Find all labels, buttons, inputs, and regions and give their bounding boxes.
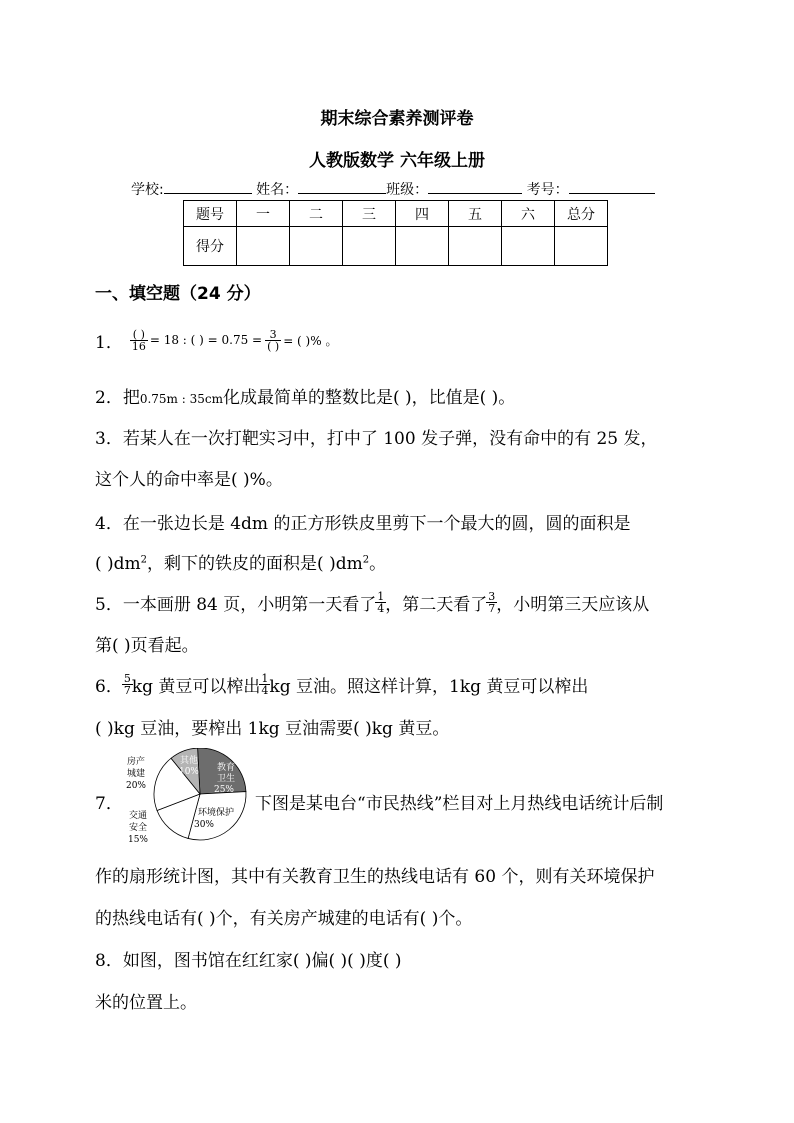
pie-label-house-3: 20% xyxy=(125,781,147,791)
class-field[interactable] xyxy=(428,179,522,194)
question-8-line-2: 米的位置上。 xyxy=(95,993,197,1013)
score-table-col: 一 xyxy=(237,201,290,227)
score-table xyxy=(183,200,608,266)
q2-text-a: 2．把 xyxy=(95,388,140,408)
score-table-header-row xyxy=(184,201,608,227)
school-field[interactable] xyxy=(164,179,252,194)
score-cell[interactable] xyxy=(237,227,290,266)
class-label: 班级： xyxy=(386,182,429,198)
pie-label-house-2: 城建 xyxy=(126,769,146,779)
score-cell[interactable] xyxy=(502,227,555,266)
q6-fraction-2 xyxy=(260,673,269,696)
q1-f2-denominator: ( ) xyxy=(267,339,280,353)
q1-f2-numerator: 3 xyxy=(269,327,277,341)
question-7-line-3: 的热线电话有( )个，有关房产城建的电话有( )个。 xyxy=(95,909,473,929)
score-table-head: 得分 xyxy=(184,227,237,266)
score-cell[interactable] xyxy=(290,227,343,266)
q4-text-b: ，剩下的铁皮的面积是( )dm xyxy=(147,554,363,574)
question-2 xyxy=(95,383,515,408)
q6-text-b: kg 黄豆可以榨出 xyxy=(131,676,261,697)
question-5-line-2: 第( )页看起。 xyxy=(95,636,199,656)
question-6-line-2: ( )kg 豆油，要榨出 1kg 豆油需要( )kg 黄豆。 xyxy=(95,719,450,739)
student-info-line xyxy=(131,179,655,199)
page-title: 期末综合素养测评卷 xyxy=(320,109,474,129)
pie-label-edu-2: 卫生 xyxy=(216,774,236,784)
question-1 xyxy=(95,322,337,358)
pie-label-traffic-2: 安全 xyxy=(128,823,148,833)
score-table-col: 总分 xyxy=(555,201,608,227)
q6-f2-num: 1 xyxy=(261,671,269,685)
q5-f2-num: 3 xyxy=(488,589,496,603)
q1-f1-numerator: ( ) xyxy=(132,327,145,341)
pie-label-edu-1: 教育 xyxy=(216,763,236,773)
score-cell[interactable] xyxy=(555,227,608,266)
q4-text-c: 。 xyxy=(369,554,387,574)
question-7-line-1: 下图是某电台“市民热线”栏目对上月热线电话统计后制 xyxy=(255,794,664,814)
q4-sup-1: 2 xyxy=(140,554,148,566)
question-7-line-2: 作的扇形统计图，其中有关教育卫生的热线电话有 60 个，则有关环境保护 xyxy=(95,867,655,887)
score-cell[interactable] xyxy=(449,227,502,266)
question-7-number: 7． xyxy=(95,794,123,814)
exam-no-label: 考号： xyxy=(526,182,569,198)
q1-fraction-2 xyxy=(266,329,280,352)
school-label: 学校: xyxy=(131,182,164,198)
score-table-col: 三 xyxy=(343,201,396,227)
q1-end: = ( )% 。 xyxy=(283,333,338,348)
q5-text-c: ，小明第三天应该从 xyxy=(496,594,650,615)
q5-f1-num: 1 xyxy=(377,589,385,603)
q1-number: 1． xyxy=(95,332,123,353)
score-table-col: 五 xyxy=(449,201,502,227)
question-3-line-2: 这个人的命中率是( )%。 xyxy=(95,470,283,490)
pie-chart xyxy=(122,748,254,844)
q5-fraction-1 xyxy=(376,591,385,614)
score-table-score-row xyxy=(184,227,608,266)
q4-text-a: ( )dm xyxy=(95,554,141,574)
name-label: 姓名： xyxy=(256,182,299,198)
question-4-line-1: 4．在一张边长是 4dm 的正方形铁皮里剪下一个最大的圆，圆的面积是 xyxy=(95,514,631,534)
question-6-line-1 xyxy=(95,668,588,700)
q1-f1-denominator: 16 xyxy=(131,339,146,353)
pie-label-env-2: 30% xyxy=(193,820,215,830)
q6-text-c: kg 豆油。照这样计算，1kg 黄豆可以榨出 xyxy=(269,676,589,697)
score-table-col: 二 xyxy=(290,201,343,227)
q6-f2-den: 4 xyxy=(261,683,269,697)
question-5-line-1 xyxy=(95,586,649,618)
name-field[interactable] xyxy=(298,179,386,194)
q5-fraction-2 xyxy=(487,591,496,614)
pie-label-traffic-1: 交通 xyxy=(128,811,148,821)
pie-label-edu-3: 25% xyxy=(213,785,235,795)
score-cell[interactable] xyxy=(396,227,449,266)
pie-label-other-1: 其他 xyxy=(179,756,199,766)
q1-fraction-1 xyxy=(131,329,147,352)
score-table-head: 题号 xyxy=(184,201,237,227)
q2-ratio: 0.75m : 35cm xyxy=(139,392,223,406)
exam-no-field[interactable] xyxy=(569,179,655,194)
score-table-col: 四 xyxy=(396,201,449,227)
score-cell[interactable] xyxy=(343,227,396,266)
q5-f1-den: 4 xyxy=(377,601,385,615)
page-subtitle: 人教版数学 六年级上册 xyxy=(309,151,485,171)
q4-sup-2: 2 xyxy=(362,554,370,566)
pie-label-house-1: 房产 xyxy=(126,757,146,767)
q5-text-b: ，第二天看了 xyxy=(385,594,488,615)
score-table-col: 六 xyxy=(502,201,555,227)
q5-f2-den: 7 xyxy=(488,601,496,615)
section-1-title: 一、填空题（24 分） xyxy=(95,284,261,304)
pie-label-env-1: 环境保护 xyxy=(197,808,235,818)
q1-middle: = 18 : ( ) = 0.75 = xyxy=(149,333,263,347)
q5-text-a: 5．一本画册 84 页，小明第一天看了 xyxy=(95,594,377,615)
question-8-line-1: 8．如图，图书馆在红红家( )偏( )( )度( ) xyxy=(95,951,402,971)
pie-label-traffic-3: 15% xyxy=(127,835,149,844)
q6-f1-num: 5 xyxy=(123,671,131,685)
pie-label-other-2: 10% xyxy=(178,767,200,777)
q6-fraction-1 xyxy=(123,673,132,696)
question-4-line-2 xyxy=(95,549,386,574)
q2-text-b: 化成最简单的整数比是( )，比值是( )。 xyxy=(222,388,516,408)
q6-f1-den: 7 xyxy=(123,683,131,697)
question-3-line-1: 3．若某人在一次打靶实习中，打中了 100 发子弹，没有命中的有 25 发， xyxy=(95,429,658,449)
q6-text-a: 6． xyxy=(95,676,123,697)
